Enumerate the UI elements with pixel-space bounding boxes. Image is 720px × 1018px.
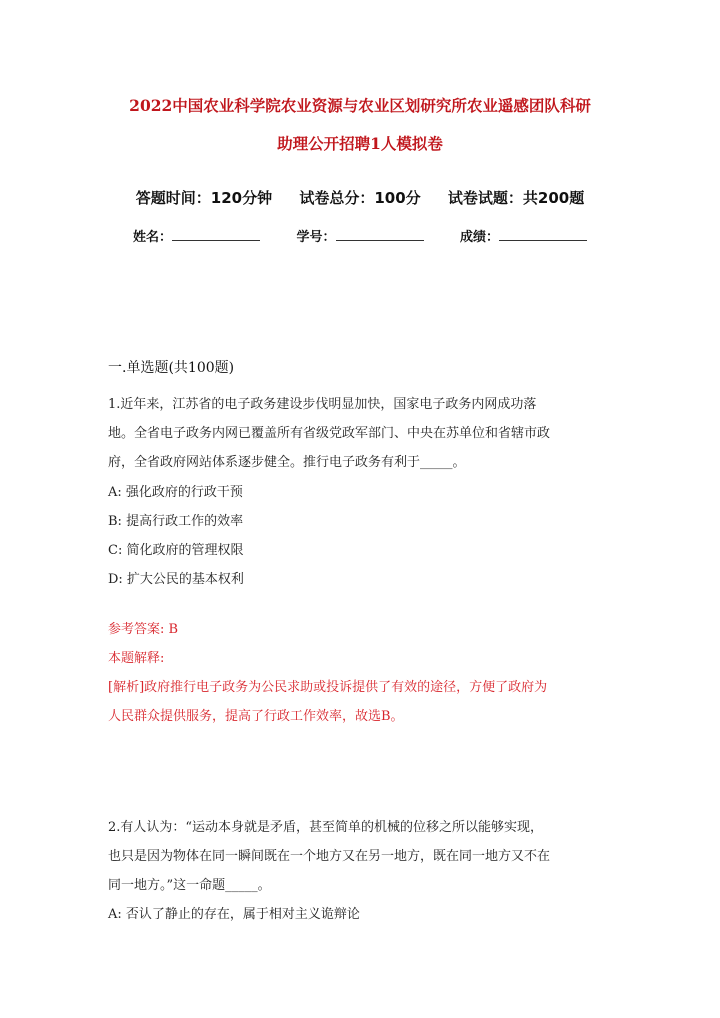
- exam-question-count: 试卷试题：共200题: [447, 189, 585, 207]
- option-a: A: 否认了静止的存在，属于相对主义诡辩论: [108, 907, 360, 922]
- id-blank: [336, 228, 424, 241]
- explanation-label: 本题解释:: [108, 651, 165, 666]
- score-field: [460, 230, 587, 245]
- reference-answer: 参考答案: B: [108, 622, 179, 637]
- question-stem-line: 地。全省电子政务内网已覆盖所有省级党政军部门、中央在苏单位和省辖市政: [108, 426, 551, 441]
- explanation-line: [解析]政府推行电子政务为公民求助或投诉提供了有效的途径，方便了政府为: [108, 680, 548, 695]
- option-b: B: 提高行政工作的效率: [108, 514, 244, 529]
- question-stem-line: 1.近年来，江苏省的电子政务建设步伐明显加快，国家电子政务内网成功落: [108, 397, 537, 412]
- document-title-line-2: 助理公开招聘1人模拟卷: [277, 134, 443, 153]
- section-title: 一.单选题(共100题): [108, 360, 235, 376]
- option-c: C: 简化政府的管理权限: [108, 543, 244, 558]
- id-field: [296, 230, 423, 245]
- name-field: [133, 230, 260, 245]
- exam-info: [60, 188, 660, 208]
- score-blank: [499, 228, 587, 241]
- question-stem-line: 也只是因为物体在同一瞬间既在一个地方又在另一地方，既在同一地方又不在: [108, 849, 551, 864]
- question-2-options: [108, 900, 618, 929]
- question-1-stem: [108, 390, 618, 477]
- id-label: 学号：: [296, 230, 336, 245]
- question-stem-line: 府，全省政府网站体系逐步健全。推行电子政务有利于_____。: [108, 455, 466, 470]
- explanation-line: 人民群众提供服务，提高了行政工作效率，故选B。: [108, 709, 404, 724]
- question-1-answer: [108, 615, 618, 731]
- exam-time: 答题时间：120分钟: [135, 189, 273, 207]
- question-1-options: [108, 478, 618, 594]
- exam-total-score: 试卷总分：100分: [299, 189, 421, 207]
- name-blank: [172, 228, 260, 241]
- option-d: D: 扩大公民的基本权利: [108, 572, 244, 587]
- question-2-stem: [108, 813, 618, 900]
- question-stem-line: 同一地方。”这一命题_____。: [108, 878, 271, 893]
- name-label: 姓名：: [132, 230, 172, 245]
- student-info-fields: [60, 228, 660, 247]
- question-stem-line: 2.有人认为：“运动本身就是矛盾，甚至简单的机械的位移之所以能够实现，: [108, 820, 544, 835]
- option-a: A: 强化政府的行政干预: [108, 485, 243, 500]
- score-label: 成绩：: [460, 230, 500, 245]
- document-title-line-1: 2022中国农业科学院农业资源与农业区划研究所农业遥感团队科研: [129, 96, 591, 115]
